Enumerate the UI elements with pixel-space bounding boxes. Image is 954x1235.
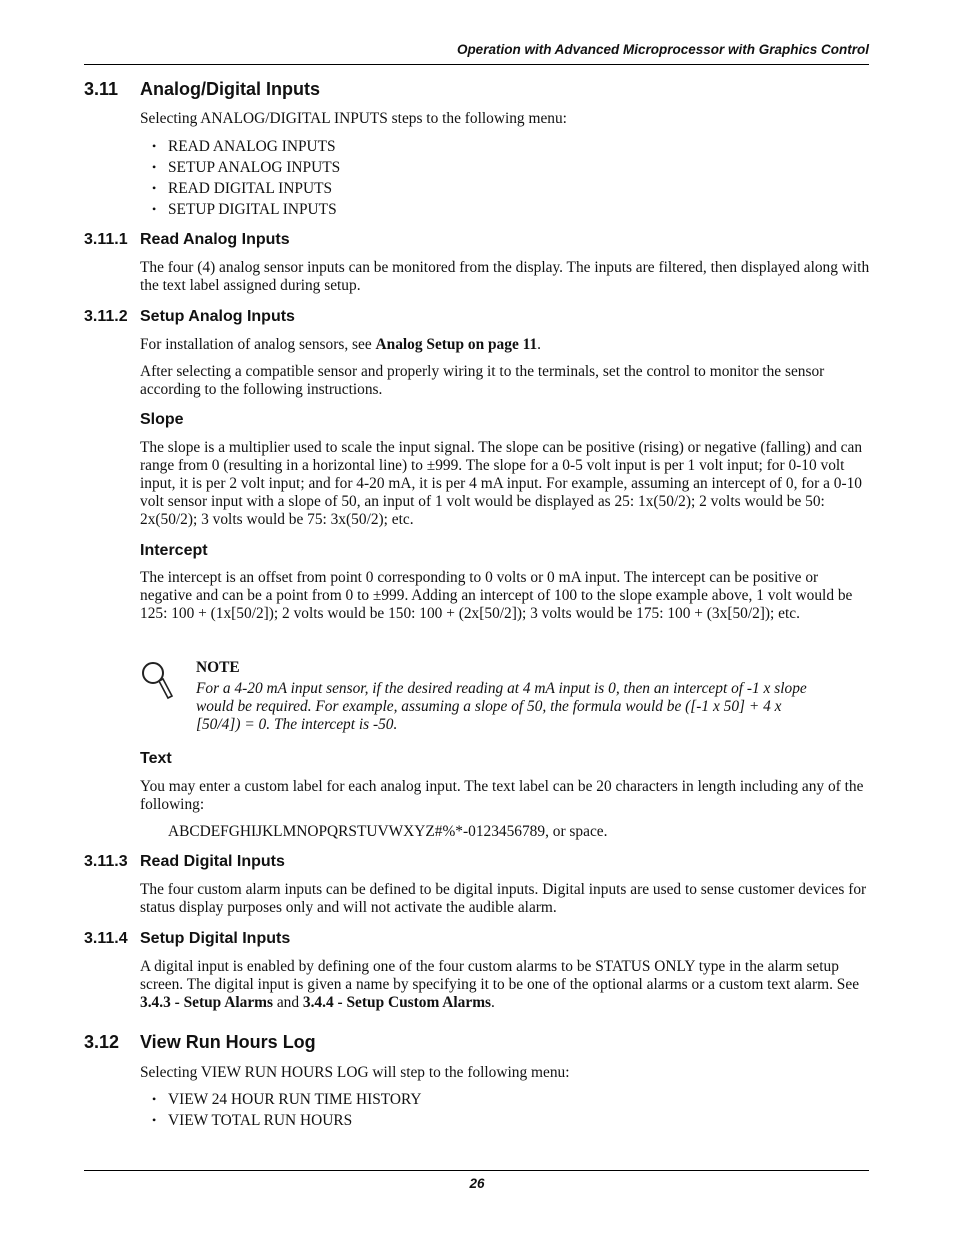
character-set: ABCDEFGHIJKLMNOPQRSTUVWXYZ#%*-0123456789, or space. [168,823,608,840]
subsection-number: 3.11.4 [84,930,128,947]
intercept-heading: Intercept [140,542,208,559]
cross-reference-link[interactable]: Analog Setup on page 11 [375,336,538,353]
note-body: For a 4-20 mA input sensor, if the desired reading at 4 mA input is 0, then an intercept of -1 x slope would be required. For example, assuming a slope of 50, the formula would be ([-1 x 50] + 4 x [50/4]) = 0. The intercept is -50. [196,680,807,733]
subsection-number: 3.11.2 [84,308,128,325]
cross-reference-link[interactable]: 3.4.4 - Setup Custom Alarms [302,994,492,1011]
subsection-title: Setup Analog Inputs [140,308,295,325]
section-intro: Selecting ANALOG/DIGITAL INPUTS steps to the following menu: [140,110,567,127]
magnifier-icon [140,660,174,704]
list-item: • READ ANALOG INPUTS [152,136,340,157]
note-title: NOTE [196,659,240,676]
subsection-title: Read Digital Inputs [140,853,285,870]
text-run: For installation of analog sensors, see [140,336,376,353]
paragraph: The four custom alarm inputs can be defined to be digital inputs. Digital inputs are used to sense customer devices for status display purposes only and will not activate the audible alarm. [140,881,867,916]
text-run: A digital input is enabled by defining one of the four custom alarms to be STATUS ONLY type in the alarm setup screen. The digital input is given a name by specifying it to be one of the optional alarms or a custom text alarm. See [140,958,860,993]
subsection-heading-3-11-3 [84,853,285,871]
section-title: Analog/Digital Inputs [140,79,320,99]
menu-list [152,1089,422,1131]
paragraph: You may enter a custom label for each analog input. The text label can be 20 characters in length including any of the following: [140,778,864,813]
footer-rule [84,1170,869,1171]
section-number: 3.11 [84,79,119,99]
list-item: • VIEW 24 HOUR RUN TIME HISTORY [152,1089,422,1110]
subsection-title: Read Analog Inputs [140,231,290,248]
running-header: Operation with Advanced Microprocessor with Graphics Control [456,42,869,57]
subsection-number: 3.11.1 [84,231,128,248]
section-intro: Selecting VIEW RUN HOURS LOG will step to the following menu: [140,1064,570,1081]
section-number: 3.12 [84,1032,120,1052]
page-number: 26 [469,1176,485,1191]
text-heading: Text [140,750,172,767]
paragraph: After selecting a compatible sensor and properly wiring it to the terminals, set the control to monitor the sensor according to the following instructions. [140,363,825,398]
section-heading-3-11 [84,79,320,100]
section-heading-3-12 [84,1032,316,1053]
subsection-title: Setup Digital Inputs [140,930,291,947]
subsection-heading-3-11-4 [84,930,290,948]
slope-heading: Slope [140,411,184,428]
list-item: • READ DIGITAL INPUTS [152,178,340,199]
paragraph: The slope is a multiplier used to scale the input signal. The slope can be positive (rising) or negative (falling) and can range from 0 (resulting in a horizontal line) to ±999. The slope for a 0-5 volt input is per 1 volt input; for 0-10 volt input, it is per 2 volt input; and for 4-20 mA, it is per 4 mA input. For example, assuming an intercept of 0, for a 0-10 volt sensor input with a slope of 50, an input of 1 volt would be displayed as 25: 1x(50/2); 2 volts would be 50: 2x(50/2); 3 volts would be 75: 3x(50/2); etc. [140,439,863,528]
cross-reference-link[interactable]: 3.4.3 - Setup Alarms [140,994,273,1011]
list-item: • SETUP DIGITAL INPUTS [152,199,340,220]
paragraph [140,336,872,354]
section-title: View Run Hours Log [140,1032,316,1052]
text-run: . [491,994,495,1011]
menu-list [152,136,340,220]
paragraph: The four (4) analog sensor inputs can be monitored from the display. The inputs are filtered, then displayed along with the text label assigned during setup. [140,259,870,294]
subsection-heading-3-11-2 [84,308,295,326]
list-item: • SETUP ANALOG INPUTS [152,157,340,178]
text-run: . [537,336,542,353]
paragraph [140,958,872,1012]
list-item: • VIEW TOTAL RUN HOURS [152,1110,422,1131]
paragraph: The intercept is an offset from point 0 corresponding to 0 volts or 0 mA input. The intercept can be positive or negative and can be a point from 0 to ±999. Adding an intercept of 100 to the slope example above, 1 volt would be 125: 100 + (1x[50/2]); 2 volts would be 150: 100 + (2x[50/2]); 3 volts would be 175: 100 + (3x[50/2]); etc. [140,569,853,622]
subsection-number: 3.11.3 [84,853,128,870]
subsection-heading-3-11-1 [84,231,290,249]
header-rule [84,64,869,65]
text-run: and [272,994,303,1011]
